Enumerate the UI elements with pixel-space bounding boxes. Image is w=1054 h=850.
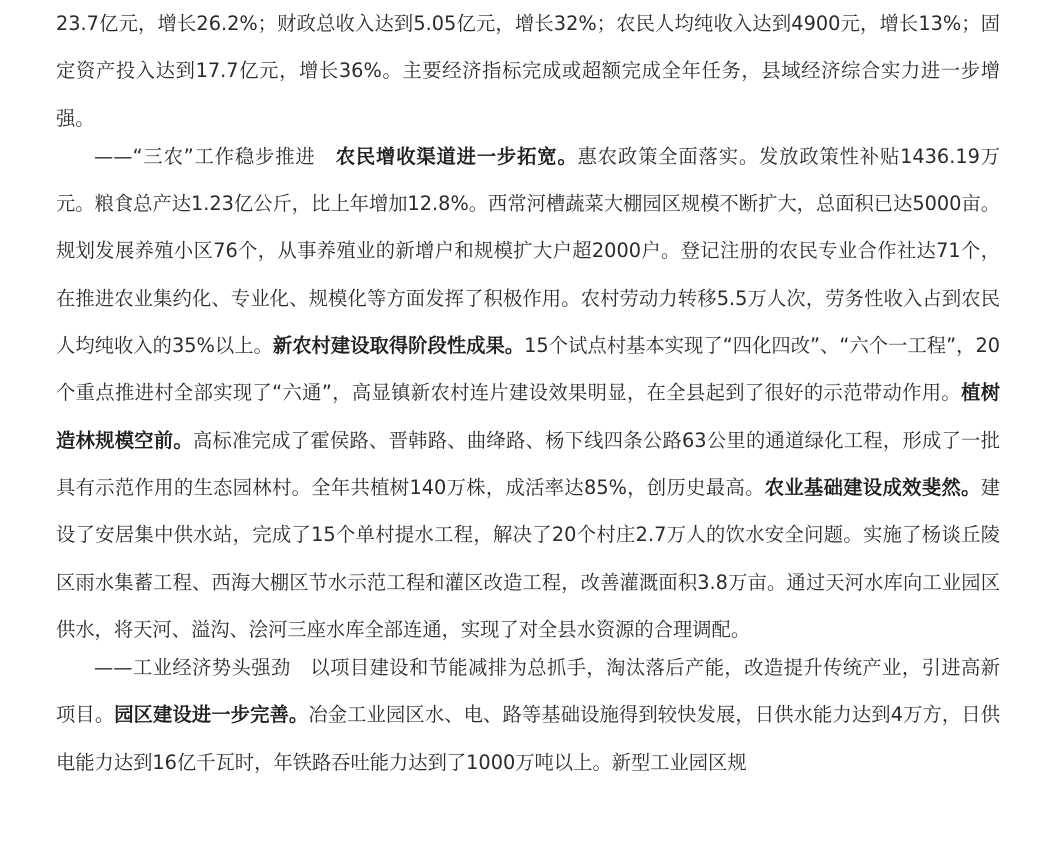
section-heading-industry: ——工业经济势头强劲 xyxy=(94,656,291,680)
paragraph-industry xyxy=(56,644,1000,786)
text-segment: 以项目建设和节能减排为总抓手，淘汰落后产能，改造提升传统产业，引进高新项目。 xyxy=(56,656,1001,727)
text-segment: 惠农政策全面落实。发放政策性补贴1436.19万元。粮食总产达1.23亿公斤，比上年增加12.8%。西常河槽蔬菜大棚园区规模不断扩大，总面积已达5000亩。规划发展养殖小区76个，从事养殖业的新增户和规模扩大户超2000户。登记注册的农民专业合作社达71个，在推进农业集约化、专业化、规模化等方面发挥了积极作用。农村劳动力转移5.5万人次，劳务性收入占到农民人均纯收入的35%以上。 xyxy=(56,144,1001,358)
highlight-new-village: 新农村建设取得阶段性成果。 xyxy=(272,334,525,358)
section-heading-sannong: ——“三农”工作稳步推进 xyxy=(94,144,316,168)
text-segment: 15个试点村基本实现了“四化四改”、“六个一工程”，20个重点推进村全部实现了“六通”，高显镇新农村连片建设效果明显，在全县起到了很好的示范带动作用。 xyxy=(56,334,1001,405)
article-body xyxy=(56,0,1000,786)
text-segment: 23.7亿元，增长26.2%；财政总收入达到5.05亿元，增长32%；农民人均纯收入达到4900元，增长13%；固定资产投入达到17.7亿元，增长36%。主要经济指标完成或超额完成全年任务，县域经济综合实力进一步增强。 xyxy=(56,12,1000,130)
highlight-park-construction: 园区建设进一步完善。 xyxy=(114,703,309,727)
paragraph-sannong xyxy=(56,133,1000,653)
text-segment: 冶金工业园区水、电、路等基础设施得到较快发展，日供水能力达到4万方，日供电能力达到16亿千瓦时，年铁路吞吐能力达到了1000万吨以上。新型工业园区规 xyxy=(56,703,1001,774)
highlight-tree-planting: 植树造林规模空前。 xyxy=(56,381,1000,452)
paragraph-economy-summary xyxy=(56,0,1000,142)
text-segment: 高标准完成了霍侯路、晋韩路、曲绛路、杨下线四条公路63公里的通道绿化工程，形成了一批具有示范作用的生态园林村。全年共植树140万株，成活率达85%，创历史最高。 xyxy=(56,428,1001,499)
highlight-agri-infrastructure: 农业基础建设成效斐然。 xyxy=(764,475,981,499)
text-segment: 建设了安居集中供水站，完成了15个单村提水工程，解决了20个村庄2.7万人的饮水安全问题。实施了杨谈丘陵区雨水集蓄工程、西海大棚区节水示范工程和灌区改造工程，改善灌溉面积3.8万亩。通过天河水库向工业园区供水，将天河、溢沟、浍河三座水库全部连通，实现了对全县水资源的合理调配。 xyxy=(56,475,1001,641)
highlight-income-channels: 农民增收渠道进一步拓宽。 xyxy=(315,144,578,168)
